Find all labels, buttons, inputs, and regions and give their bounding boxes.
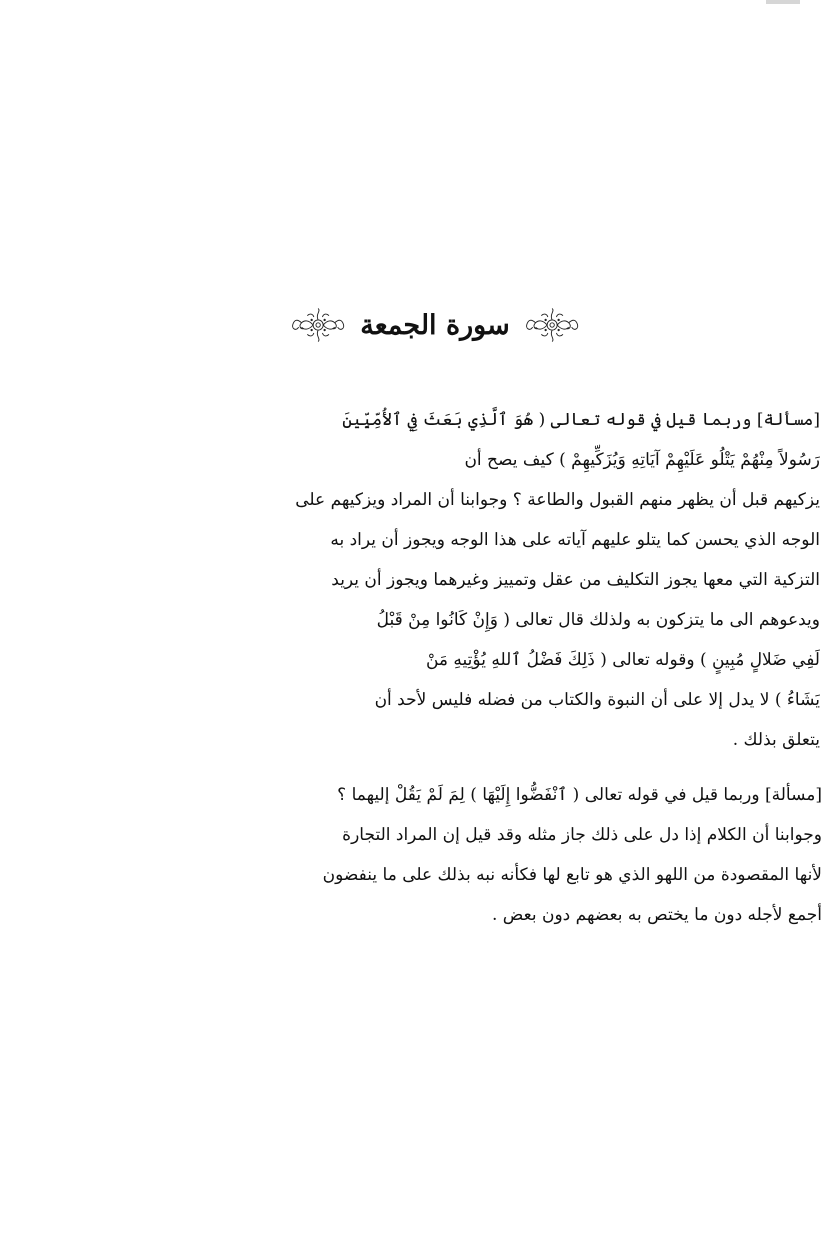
text-line: يزكيهم قبل أن يظهر منهم القبول والطاعة ؟ وجوابنا أن المراد ويزكيهم على: [295, 490, 820, 510]
right-ornament-icon: [524, 298, 580, 352]
text-line: الوجه الذي يحسن كما يتلو عليهم آياته على هذا الوجه ويجوز أن يراد به: [330, 530, 820, 550]
text-line: أجمع لأجله دون ما يختص به بعضهم دون بعض .: [492, 905, 822, 925]
text-line: يَشَاءُ ) لا يدل إلا على أن النبوة والكتاب من فضله فليس لأحد أن: [374, 690, 820, 710]
paragraph-masala-1: [110, 400, 820, 760]
left-ornament-icon: [290, 298, 346, 352]
text-line: ويدعوهم الى ما يتزكون به ولذلك قال تعالى ( وَإِنْ كَانُوا مِنْ قَبْلُ: [376, 610, 820, 630]
text-line: لأنها المقصودة من اللهو الذي هو تابع لها فكأنه نبه بذلك على ما ينفضون: [322, 865, 822, 885]
text-line: رَسُولاً مِنْهُمْ يَتْلُو عَلَيْهِمْ آيَاتِهِ وَيُزَكِّيهِمْ ) كيف يصح أن: [464, 450, 820, 470]
text-line: يتعلق بذلك .: [732, 730, 820, 750]
surah-title: سورة الجمعة: [360, 309, 510, 341]
text-line: وجوابنا أن الكلام إذا دل على ذلك جاز مثله وقد قيل إن المراد التجارة: [342, 825, 822, 845]
text-line: [مسألة] وربما قيل في قوله تعالى ( ٱنْفَضُّوا إِلَيْهَا ) لِمَ لَمْ يَقُلْ إليهما ؟: [337, 785, 822, 805]
text-line: لَفِي ضَلالٍ مُبِينٍ ) وقوله تعالى ( ذَلِكَ فَضْلُ ٱللهِ يُؤْتِيهِ مَنْ: [425, 650, 820, 670]
paragraph-masala-2: [110, 775, 822, 935]
text-line: [مسألة] وربما قيل في قوله تعالى ( هُوَ ٱلَّذِي بَعَثَ فِي ٱلأُمِّيِّينَ: [342, 410, 820, 430]
text-line: التزكية التي معها يجوز التكليف من عقل وتمييز وغيرهما ويجوز أن يريد: [331, 570, 820, 590]
surah-header: [290, 290, 580, 360]
scan-edge-mark: [766, 0, 800, 4]
